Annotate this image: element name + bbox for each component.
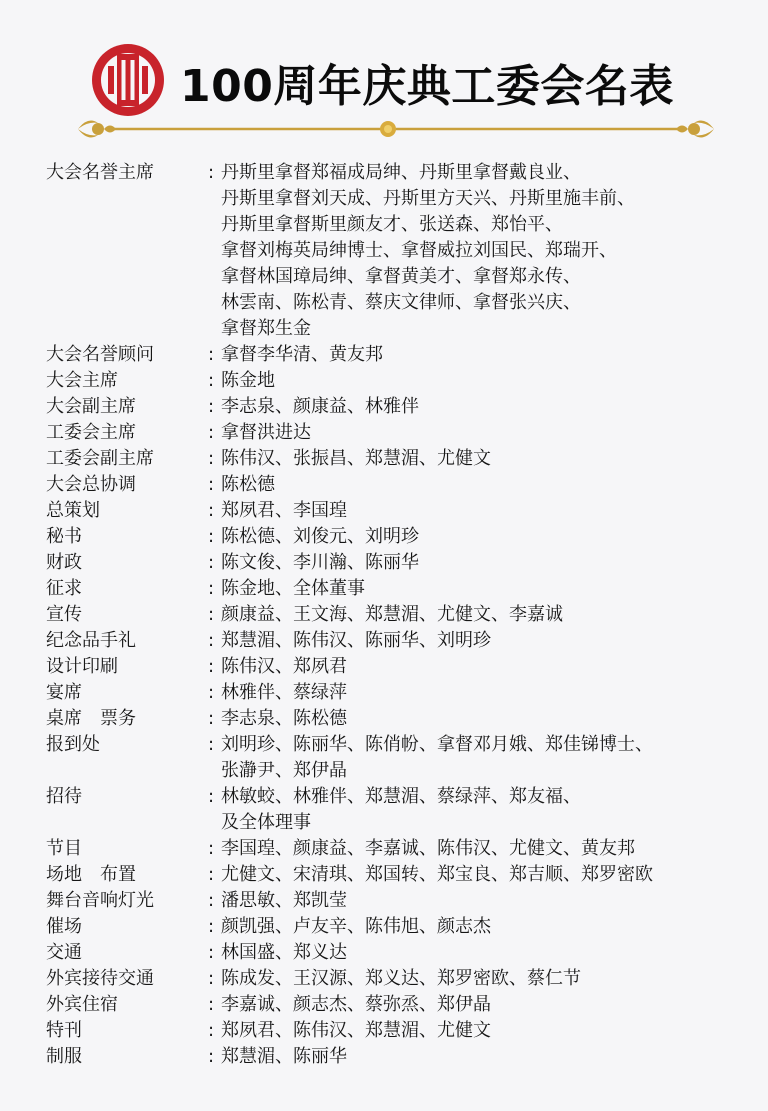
member-names (221, 472, 756, 498)
ornamental-divider (76, 116, 716, 142)
role-separator: : (207, 1020, 215, 1041)
committee-roster (46, 160, 756, 1070)
role-label: 大会名誉顾问 (46, 344, 154, 365)
roster-row (46, 628, 756, 654)
roster-row (46, 836, 756, 862)
role-separator: : (207, 422, 215, 443)
member-names (221, 914, 756, 940)
role-label: 场地 布置 (46, 864, 136, 885)
member-names (221, 888, 756, 914)
role-separator: : (207, 916, 215, 937)
role-separator: : (207, 864, 215, 885)
member-names-line: 郑慧湄、陈丽华 (221, 1046, 347, 1067)
role-separator: : (207, 968, 215, 989)
member-names-line: 林雅伴、蔡绿萍 (221, 682, 347, 703)
role-separator: : (207, 734, 215, 755)
role-label: 交通 (46, 942, 82, 963)
role-label: 桌席 票务 (46, 708, 136, 729)
member-names (221, 706, 756, 732)
member-names (221, 1044, 756, 1070)
role-label: 财政 (46, 552, 82, 573)
role-label: 宴席 (46, 682, 82, 703)
member-names-line: 陈成发、王汉源、郑义达、郑罗密欧、蔡仁节 (221, 968, 581, 989)
role-label: 舞台音响灯光 (46, 890, 154, 911)
role-separator: : (207, 500, 215, 521)
member-names (221, 1018, 756, 1044)
member-names-line: 林敏蛟、林雅伴、郑慧湄、蔡绿萍、郑友福、 (221, 786, 581, 807)
member-names (221, 680, 756, 706)
role-separator: : (207, 162, 215, 183)
page-title: 100周年庆典工委会名表 (180, 61, 674, 112)
member-names-line: 拿督郑生金 (221, 318, 311, 339)
roster-row (46, 862, 756, 888)
member-names-line: 拿督洪进达 (221, 422, 311, 443)
roster-row (46, 576, 756, 602)
roster-row (46, 446, 756, 472)
member-names (221, 836, 756, 862)
member-names-line: 拿督林国璋局绅、拿督黄美才、拿督郑永传、 (221, 266, 581, 287)
member-names (221, 342, 756, 368)
member-names (221, 550, 756, 576)
member-names-line: 拿督刘梅英局绅博士、拿督威拉刘国民、郑瑞开、 (221, 240, 617, 261)
member-names-line: 陈松德、刘俊元、刘明珍 (221, 526, 419, 547)
role-separator: : (207, 526, 215, 547)
roster-row (46, 992, 756, 1018)
member-names-line: 刘明珍、陈丽华、陈俏帉、拿督邓月娥、郑佳锑博士、 (221, 734, 653, 755)
role-label: 宣传 (46, 604, 82, 625)
role-label: 招待 (46, 786, 82, 807)
roster-row (46, 368, 756, 394)
role-label: 大会总协调 (46, 474, 136, 495)
role-label: 纪念品手礼 (46, 630, 136, 651)
member-names (221, 940, 756, 966)
member-names (221, 992, 756, 1018)
role-separator: : (207, 838, 215, 859)
member-names (221, 498, 756, 524)
member-names (221, 446, 756, 472)
member-names (221, 602, 756, 628)
role-separator: : (207, 994, 215, 1015)
member-names-line: 拿督李华清、黄友邦 (221, 344, 383, 365)
roster-row (46, 654, 756, 680)
role-label: 工委会主席 (46, 422, 136, 443)
roster-row (46, 888, 756, 914)
roster-row (46, 524, 756, 550)
roster-row (46, 680, 756, 706)
roster-row (46, 420, 756, 446)
role-separator: : (207, 630, 215, 651)
member-names-line: 潘思敏、郑凯莹 (221, 890, 347, 911)
member-names-line: 李志泉、颜康益、林雅伴 (221, 396, 419, 417)
member-names-line: 陈金地、全体董事 (221, 578, 365, 599)
role-separator: : (207, 578, 215, 599)
member-names (221, 966, 756, 992)
member-names (221, 394, 756, 420)
member-names (221, 784, 756, 836)
header (88, 40, 728, 150)
roster-row (46, 550, 756, 576)
member-names-line: 颜凯强、卢友辛、陈伟旭、颜志杰 (221, 916, 491, 937)
member-names (221, 628, 756, 654)
role-label: 制服 (46, 1046, 82, 1067)
member-names-line: 李嘉诚、颜志杰、蔡弥烝、郑伊晶 (221, 994, 491, 1015)
member-names-line: 陈文俊、李川瀚、陈丽华 (221, 552, 419, 573)
member-names-line: 林雲南、陈松青、蔡庆文律师、拿督张兴庆、 (221, 292, 581, 313)
member-names-line: 陈松德 (221, 474, 275, 495)
member-names (221, 160, 756, 342)
member-names (221, 576, 756, 602)
association-logo-icon (88, 40, 168, 120)
roster-row (46, 342, 756, 368)
roster-row (46, 1044, 756, 1070)
role-label: 大会主席 (46, 370, 118, 391)
roster-row (46, 602, 756, 628)
member-names (221, 654, 756, 680)
member-names-line: 林国盛、郑义达 (221, 942, 347, 963)
role-label: 报到处 (46, 734, 100, 755)
role-separator: : (207, 786, 215, 807)
roster-row (46, 966, 756, 992)
member-names-line: 郑慧湄、陈伟汉、陈丽华、刘明珍 (221, 630, 491, 651)
role-separator: : (207, 370, 215, 391)
roster-row (46, 160, 756, 342)
role-separator: : (207, 474, 215, 495)
member-names-line: 张瀞尹、郑伊晶 (221, 760, 347, 781)
member-names-line: 尤健文、宋清琪、郑国转、郑宝良、郑吉顺、郑罗密欧 (221, 864, 653, 885)
role-label: 节目 (46, 838, 82, 859)
role-label: 外宾住宿 (46, 994, 118, 1015)
role-separator: : (207, 1046, 215, 1067)
member-names (221, 862, 756, 888)
role-separator: : (207, 890, 215, 911)
roster-row (46, 914, 756, 940)
role-label: 大会名誉主席 (46, 162, 154, 183)
role-label: 特刊 (46, 1020, 82, 1041)
roster-row (46, 784, 756, 836)
role-label: 秘书 (46, 526, 82, 547)
member-names-line: 丹斯里拿督郑福成局绅、丹斯里拿督戴良业、 (221, 162, 581, 183)
role-separator: : (207, 448, 215, 469)
role-separator: : (207, 942, 215, 963)
member-names-line: 郑夙君、陈伟汉、郑慧湄、尤健文 (221, 1020, 491, 1041)
role-label: 外宾接待交通 (46, 968, 154, 989)
roster-row (46, 706, 756, 732)
role-separator: : (207, 344, 215, 365)
roster-row (46, 394, 756, 420)
role-separator: : (207, 682, 215, 703)
role-label: 催场 (46, 916, 82, 937)
roster-row (46, 498, 756, 524)
role-label: 征求 (46, 578, 82, 599)
member-names-line: 陈伟汉、张振昌、郑慧湄、尤健文 (221, 448, 491, 469)
member-names-line: 李国瑝、颜康益、李嘉诚、陈伟汉、尤健文、黄友邦 (221, 838, 635, 859)
member-names (221, 524, 756, 550)
roster-row (46, 472, 756, 498)
role-separator: : (207, 396, 215, 417)
role-separator: : (207, 552, 215, 573)
member-names-line: 丹斯里拿督斯里颜友才、张送森、郑怡平、 (221, 214, 563, 235)
role-separator: : (207, 708, 215, 729)
role-label: 总策划 (46, 500, 100, 521)
roster-row (46, 940, 756, 966)
member-names-line: 颜康益、王文海、郑慧湄、尤健文、李嘉诚 (221, 604, 563, 625)
roster-row (46, 1018, 756, 1044)
role-label: 设计印刷 (46, 656, 118, 677)
member-names (221, 420, 756, 446)
role-label: 大会副主席 (46, 396, 136, 417)
member-names (221, 368, 756, 394)
role-separator: : (207, 656, 215, 677)
role-separator: : (207, 604, 215, 625)
member-names-line: 郑夙君、李国瑝 (221, 500, 347, 521)
member-names-line: 丹斯里拿督刘天成、丹斯里方天兴、丹斯里施丰前、 (221, 188, 635, 209)
member-names-line: 陈金地 (221, 370, 275, 391)
member-names-line: 及全体理事 (221, 812, 311, 833)
member-names (221, 732, 756, 784)
member-names-line: 李志泉、陈松德 (221, 708, 347, 729)
role-label: 工委会副主席 (46, 448, 154, 469)
member-names-line: 陈伟汉、郑夙君 (221, 656, 347, 677)
roster-row (46, 732, 756, 784)
